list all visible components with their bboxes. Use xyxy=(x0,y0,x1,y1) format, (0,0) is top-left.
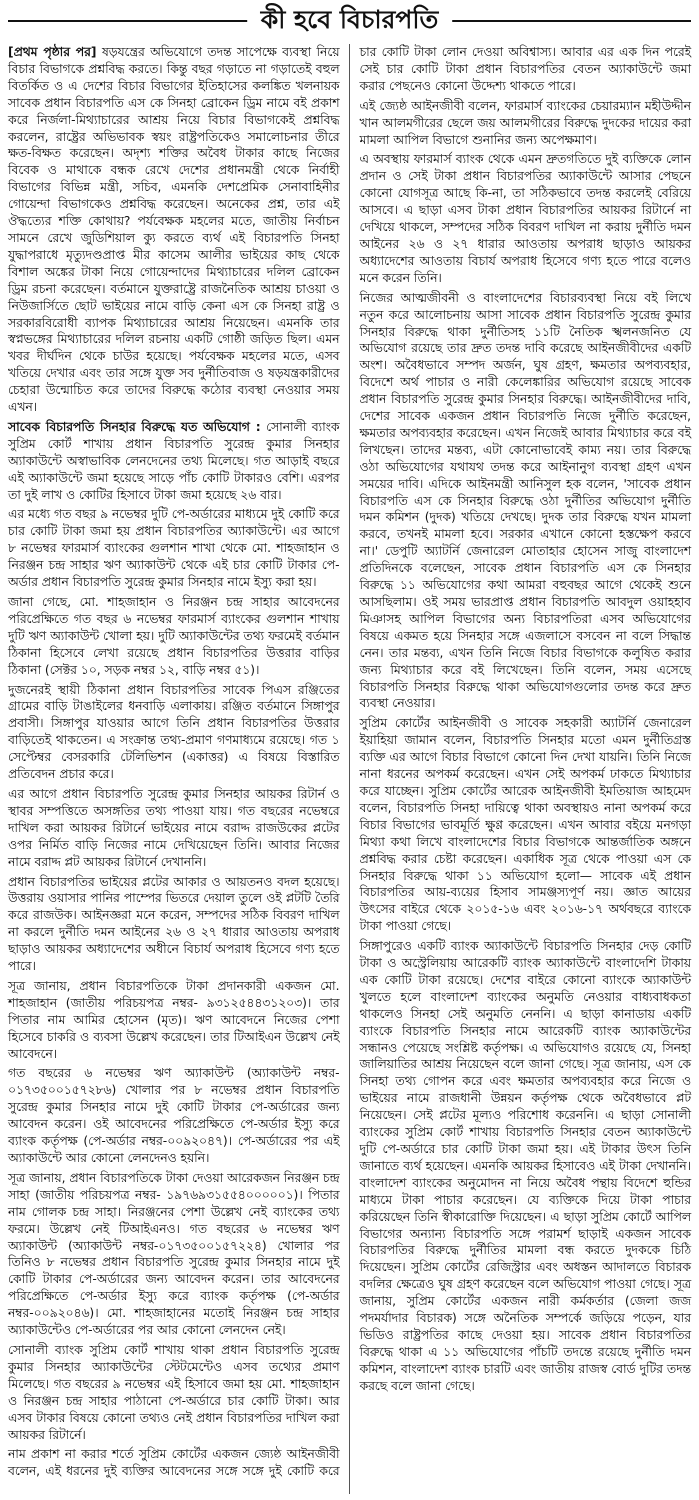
article-paragraph: নাম প্রকাশ না করার শর্তে সুপ্রিম কোর্টের একজন জ্যেষ্ঠ আইনজীবী বলেন, এই ধরনের দুই ব্যক্তির আবেদনের সঙ্গে সঙ্গে দুই কোটি করে চার কোটি টাকা লোন দেওয়া অবিশ্বাস্য। আবার এর এক দিন পরেই সেই চার কোটি টাকা প্রধান বিচারপতির বেতন অ্যাকাউন্টে জমা করার পেছনেও কোনো উদ্দেশ্য থাকতে পারে। xyxy=(8,45,691,1479)
section-subhead: সাবেক বিচারপতি সিনহার বিরুদ্ধে যত অভিযোগ : xyxy=(8,419,261,434)
article-paragraph: জানা গেছে, মো. শাহজাহান ও নিরঞ্জন চন্দ্র সাহার আবেদনের পরিপ্রেক্ষিতে গত বছর ৬ নভেম্বর ফারমার্স ব্যাংকের গুলশান শাখায় দুটি ঋণ অ্যাকাউন্ট খোলা হয়। দুটি অ্যাকাউন্টের তথ্য ফরমেই বর্তমান ঠিকানা হিসেবে লেখা রয়েছে প্রধান বিচারপতির উত্তরার বাড়ির ঠিকানা (সেক্টর ১০, সড়ক নম্বর ১২, বাড়ি নম্বর ৫১)। xyxy=(8,595,340,677)
article-title: কী হবে বিচারপতি xyxy=(247,4,453,36)
article-paragraph: সুপ্রিম কোর্টের আইনজীবী ও সাবেক সহকারী অ্যাটর্নি জেনারেল ইয়াহিয়া জামান বলেন, বিচারপতি সিনহার মতো এমন দুর্নীতিগ্রস্ত ব্যক্তি এর আগে বিচার বিভাগে কোনো দিন দেখা যায়নি। তিনি নিজে নানা ধরনের অপকর্ম করেছেন। এখন সেই অপকর্ম ঢাকতে মিথ্যাচার করে যাচ্ছেন। সুপ্রিম কোর্টের আরেক আইনজীবী ইমতিয়াজ আহমেদ বলেন, বিচারপতি সিনহা দায়িত্বে থাকা অবস্থায়ও নানা অপকর্ম করে বিচার বিভাগের ভাবমূর্তি ক্ষুণ্ণ করেছেন। এখন আবার বইয়ে মনগড়া মিথ্যা কথা লিখে বাংলাদেশের বিচার বিভাগকে আন্তর্জাতিক অঙ্গনে প্রশ্নবিদ্ধ করার চেষ্টা করেছেন। একাধিক সূত্র থেকে পাওয়া এস কে সিনহার বিরুদ্ধে থাকা ১১ অভিযোগ হলো— সাবেক এই প্রধান বিচারপতির আয়-ব্যয়ের হিসাব সামঞ্জস্যপূর্ণ নয়। জ্ঞাত আয়ের উৎসের বাইরে থেকে ২০১৫-১৬ এবং ২০১৬-১৭ অর্থবছরে ব্যাংকে টাকা পাওয়া গেছে। xyxy=(359,716,691,934)
article-paragraph: গত বছরের ৬ নভেম্বর ঋণ অ্যাকাউন্ট (অ্যাকাউন্ট নম্বর- ০১৭৩৫০০১৫৭২৮৬) খোলার পর ৮ নভেম্বর প্রধান বিচারপতি সুরেন্দ্র কুমার সিনহার নামে দুই কোটি টাকার পে-অর্ডারের জন্য আবেদন করেন। ওই আবেদনের পরিপ্রেক্ষিতে পে-অর্ডার ইস্যু করে ব্যাংক কর্তৃপক্ষ (পে-অর্ডার নম্বর-০০৯২০৪৭)। পে-অর্ডারের পর এই অ্যাকাউন্টে আর কোনো লেনদেনও হয়নি। xyxy=(8,1066,340,1165)
article-paragraph: সূত্র জানায়, প্রধান বিচারপতিকে টাকা প্রদানকারী একজন মো. শাহজাহান (জাতীয় পরিচয়পত্র নম্বর- ৯৩১২৫৪৪৩১২০৩)। তার পিতার নাম আমির হোসেন (মৃত)। ঋণ আবেদনে নিজের পেশা হিসেবে চাকরি ও ব্যবসা উল্লেখ করেছেন। তার টিআইএন উল্লেখ নেই আবেদনে। xyxy=(8,978,340,1061)
article-paragraph: সূত্র জানায়, প্রধান বিচারপতিকে টাকা দেওয়া আরেকজন নিরঞ্জন চন্দ্র সাহা (জাতীয় পরিচয়পত্র নম্বর- ১৯৭৬৯৩১৫৫৪০০০০০১)। পিতার নাম গোলক চন্দ্র সাহা। নিরঞ্জনের পেশা উল্লেখ নেই ব্যাংকের তথ্য ফরমে। উল্লেখ নেই টিআইএনও। গত বছরের ৬ নভেম্বর ঋণ অ্যাকাউন্ট (অ্যাকাউন্ট নম্বর-০১৭৩৫০০১৫৭২২৪) খোলার পর তিনিও ৮ নভেম্বর প্রধান বিচারপতি সুরেন্দ্র কুমার সিনহার নামে দুই কোটি টাকার পে-অর্ডারের জন্য আবেদন করেন। তার আবেদনের পরিপ্রেক্ষিতে পে-অর্ডার ইস্যু করে ব্যাংক কর্তৃপক্ষ (পে-অর্ডার নম্বর-০০৯২০৪৬)। মো. শাহজাহানের মতোই নিরঞ্জন চন্দ্র সাহার অ্যাকাউন্টেও পে-অর্ডারের পর আর কোনো লেনদেন নেই। xyxy=(8,1170,340,1338)
article-paragraph: এই জ্যেষ্ঠ আইনজীবী বলেন, ফারমার্স ব্যাংকের চেয়ারম্যান মহীউদ্দীন খান আলমগীরের ছেলে জয় আলমগীরের বিরুদ্ধে দুদকের দায়ের করা মামলা আপিল বিভাগে শুনানির জন্য অপেক্ষমাণ। xyxy=(359,98,691,147)
article-paragraph: দুজনেরই স্থায়ী ঠিকানা প্রধান বিচারপতির সাবেক পিএস রঞ্জিতের গ্রামের বাড়ি টাঙাইলের ধনবাড়ি এলাকায়। রঞ্জিত বর্তমানে সিঙ্গাপুর প্রবাসী। সিঙ্গাপুর যাওয়ার আগে তিনি প্রধান বিচারপতির উত্তরার বাড়িতেই থাকতেন। এ সংক্রান্ত তথ্য-প্রমাণ গণমাধ্যমে রয়েছে। গত ১ সেপ্টেম্বর বেসরকারি টেলিভিশন (একাত্তর) এ বিষয়ে বিস্তারিত প্রতিবেদন প্রচার করে। xyxy=(8,682,340,782)
paragraph-text: ষড়যন্ত্রের অভিযোগে তদন্ত সাপেক্ষে ব্যবস্থা নিয়ে বিচার বিভাগকে প্রশ্নবিদ্ধ করতে। কিন্তু বছর গড়াতে না গড়াতেই বহুল বিতর্কিত ও এ দেশের বিচার বিভাগের ইতিহাসের কলঙ্কিত খলনায়ক সাবেক প্রধান বিচারপতি এস কে সিনহা ব্রোকেন ড্রিম নামে বই প্রকাশ করে নির্জলা-মিথ্যাচারের আশ্রয় নিয়ে বিচার বিভাগকেই প্রশ্নবিদ্ধ করলেন, রাষ্ট্রের অভিভাবক স্বয়ং রাষ্ট্রপতিকেও সমালোচনার তীরে ক্ষত-বিক্ষত করেছেন। অদৃশ্য শক্তির অবৈধ টাকার কাছে নিজের বিবেক ও মাথাকে বন্ধক রেখে দেশের প্রধানমন্ত্রী থেকে নির্বাহী বিভাগের বিভিন্ন মন্ত্রী, সচিব, এমনকি দেশপ্রেমিক সেনাবাহিনীর গোয়েন্দা বিভাগকেও প্রশ্নবিদ্ধ করেছেন। অনেকের প্রশ্ন, তার এই ঔদ্ধত্যের শক্তি কোথায়? পর্যবেক্ষক মহলের মতে, জাতীয় নির্বাচন সামনে রেখে জুডিশিয়াল ক্যু করতে ব্যর্থ এই বিচারপতি সিনহা যুদ্ধাপরাধে মৃত্যুদণ্ডপ্রাপ্ত মীর কাসেম আলীর ভাইয়ের কাছ থেকে বিশাল অঙ্কের টাকা নিয়ে গোয়েন্দাদের মিথ্যাচারের দলিল ব্রোকেন ড্রিম রচনা করেছেন। বর্তমানে যুক্তরাষ্ট্রে রাজনৈতিক আশ্রয় চাওয়া ও নিউজার্সিতে ছোট ভাইয়ের নামে বাড়ি কেনা এস কে সিনহা রাষ্ট্র ও সরকারবিরোধী ব্যাপক মিথ্যাচারের আশ্রয় নিয়েছেন। এমনকি তার স্বপ্নভঙ্গের মিথ্যাচারের দলিল রচনায় একটি গোষ্ঠী জড়িত ছিল। এমন খবর দীর্ঘদিন থেকে চাউর হয়েছে। পর্যবেক্ষক মহলের মতে, এসব খতিয়ে দেখার এবং তার সঙ্গে যুক্ত সব দুর্নীতিবাজ ও ষড়যন্ত্রকারীদের চেহারা উন্মোচিত করে তাদের বিরুদ্ধে কঠোর ব্যবস্থা নেওয়ার সময় এখন। xyxy=(8,45,340,415)
article-paragraph: এ অবস্থায় ফারমার্স ব্যাংক থেকে এমন দ্রুতগতিতে দুই ব্যক্তিকে লোন প্রদান ও সেই টাকা প্রধান বিচারপতির অ্যাকাউন্টে আসার পেছনে কোনো যোগসূত্র আছে কি-না, তা সঠিকভাবে তদন্ত করলেই বেরিয়ে আসবে। এ ছাড়া এসব টাকা প্রধান বিচারপতির আয়কর রিটার্নে না দেখিয়ে থাকলে, সম্পদের সঠিক বিবরণ দাখিল না করায় দুর্নীতি দমন আইনের ২৬ ও ২৭ ধারার আওতায় অপরাধ ছাড়াও আয়কর অধ্যাদেশের আওতায় বিচার্য অপরাধ হিসেবে গণ্য হতে পারে বলেও মনে করেন তিনি। xyxy=(359,152,691,285)
article-paragraph: নিজের আত্মজীবনী ও বাংলাদেশের বিচারব্যবস্থা নিয়ে বই লিখে নতুন করে আলোচনায় আসা সাবেক প্রধান বিচারপতি সুরেন্দ্র কুমার সিনহার বিরুদ্ধে থাকা দুর্নীতিসহ ১১টি নৈতিক স্খলনজনিত যে অভিযোগ রয়েছে তার দ্রুত তদন্ত দাবি করেছে আইনজীবীদের একটি অংশ। অবৈধভাবে সম্পদ অর্জন, ঘুষ গ্রহণ, ক্ষমতার অপব্যবহার, বিদেশে অর্থ পাচার ও নারী কেলেঙ্কারির অভিযোগ রয়েছে সাবেক প্রধান বিচারপতি সুরেন্দ্র কুমার সিনহার বিরুদ্ধে। আইনজীবীদের দাবি, দেশের সাবেক একজন প্রধান বিচারপতি নিজে দুর্নীতি করেছেন, ক্ষমতার অপব্যবহার করেছেন। এখন নিজেই আবার মিথ্যাচার করে বই লিখছেন। তাদের মন্তব্য, এটা কোনোভাবেই কাম্য নয়। তার বিরুদ্ধে ওঠা অভিযোগের যথাযথ তদন্ত করে আইনানুগ ব্যবস্থা গ্রহণ এখন সময়ের দাবি। এদিকে আইনমন্ত্রী আনিসুল হক বলেন, 'সাবেক প্রধান বিচারপতি এস কে সিনহার বিরুদ্ধে ওঠা দুর্নীতির অভিযোগ দুর্নীতি দমন কমিশন (দুদক) খতিয়ে দেখছে। দুদক তার বিরুদ্ধে যখন মামলা করবে, তখনই মামলা হবে। সরকার এখানে কোনো হস্তক্ষেপ করবে না।' ডেপুটি অ্যাটর্নি জেনারেল মোতাহার হোসেন সাজু বাংলাদেশ প্রতিদিনকে বলেছেন, সাবেক প্রধান বিচারপতি এস কে সিনহার বিরুদ্ধে ১১ অভিযোগের কথা আমরা বহুবছর আগে থেকেই শুনে আসছিলাম। ওই সময় ভারপ্রাপ্ত প্রধান বিচারপতি আবদুল ওয়াহহাব মিঞাসহ আপিল বিভাগের অন্য বিচারপতিরা এসব অভিযোগের বিষয়ে একমত হয়ে সিনহার সঙ্গে এজলাসে বসবেন না বলে সিদ্ধান্ত নেন। তার মন্তব্য, এখন তিনি নিজে বিচার বিভাগকে কলুষিত করার জন্য মিথ্যাচার করে বই লিখেছেন। তিনি বলেন, সময় এসেছে বিচারপতি সিনহার বিরুদ্ধে থাকা অভিযোগগুলোর তদন্ত করে দ্রুত ব্যবস্থা নেওয়ার। xyxy=(359,290,691,711)
article-body xyxy=(8,44,691,1494)
article-paragraph: সিঙ্গাপুরেও একটি ব্যাংক অ্যাকাউন্টে বিচারপতি সিনহার দেড় কোটি টাকা ও অস্ট্রেলিয়ায় আরেকটি ব্যাংক অ্যাকাউন্টে বাংলাদেশি টাকায় এক কোটি টাকা রয়েছে। দেশের বাইরে কোনো ব্যাংকে অ্যাকাউন্ট খুলতে হলে বাংলাদেশ ব্যাংকের অনুমতি নেওয়ার বাধ্যবাধকতা থাকলেও সিনহা সেই অনুমতি নেননি। এ ছাড়া কানাডায় একটি ব্যাংকে বিচারপতি সিনহার নামে আরেকটি ব্যাংক অ্যাকাউন্টের সন্ধানও পেয়েছে সংশ্লিষ্ট কর্তৃপক্ষ। এ অভিযোগও রয়েছে যে, সিনহা জালিয়াতির আশ্রয় নিয়েছেন বলে জানা গেছে। সূত্র জানায়, এস কে সিনহা তথ্য গোপন করে এবং ক্ষমতার অপব্যবহার করে নিজে ও ভাইয়ের নামে রাজধানী উন্নয়ন কর্তৃপক্ষ থেকে অবৈধভাবে প্লট নিয়েছেন। সেই প্লটের মূল্যও পরিশোধ করেননি। এ ছাড়া সোনালী ব্যাংকের সুপ্রিম কোর্ট শাখায় বিচারপতি সিনহার বেতন অ্যাকাউন্টে দুটি পে-অর্ডারে চার কোটি টাকা জমা হয়। এই টাকার উৎস তিনি জানাতে ব্যর্থ হয়েছেন। এমনকি আয়কর হিসাবেও এই টাকা দেখাননি। বাংলাদেশ ব্যাংকের অনুমোদন না নিয়ে অবৈধ পন্থায় বিদেশে হুন্ডির মাধ্যমে টাকা পাচার করেছেন। যে ব্যক্তিকে দিয়ে টাকা পাচার করিয়েছেন তিনি স্বীকারোক্তি দিয়েছেন। এ ছাড়া সুপ্রিম কোর্টে আপিল বিভাগের অন্যান্য বিচারপতি সঙ্গে পরামর্শ ছাড়াই একজন সাবেক বিচারপতির বিরুদ্ধে দুর্নীতির মামলা বন্ধ করতে দুদককে চিঠি দিয়েছেন। সুপ্রিম কোর্টের রেজিস্ট্রার এবং অধস্তন আদালতে বিচারক বদলির ক্ষেত্রেও ঘুষ গ্রহণ করেছেন বলে অভিযোগ পাওয়া গেছে। সূত্র জানায়, সুপ্রিম কোর্টের একজন নারী কর্মকর্তার (জেলা জজ পদমর্যাদার বিচারক) সঙ্গে অনৈতিক সম্পর্কে জড়িয়ে পড়েন, যার ভিডিও রাষ্ট্রপতির কাছে দেওয়া হয়। সাবেক প্রধান বিচারপতির বিরুদ্ধে থাকা এ ১১ অভিযোগের পাঁচটি তদন্তে রয়েছে দুর্নীতি দমন কমিশন, বাংলাদেশ ব্যাংক চারটি এবং জাতীয় রাজস্ব বোর্ড দুটির তদন্ত করছে বলে জানা গেছে। xyxy=(359,939,691,1393)
article-paragraph: এর আগে প্রধান বিচারপতি সুরেন্দ্র কুমার সিনহার আয়কর রিটার্ন ও স্থাবর সম্পত্তিতে অসঙ্গতির তথ্য পাওয়া যায়। গত বছরের নভেম্বরে দাখিল করা আয়কর রিটার্নে ভাইয়ের নামে বরাদ্দ রাজউকের প্লটের ওপর নির্মিত বাড়ি নিজের নামে দেখিয়েছেন তিনি। আবার নিজের নামে বরাদ্দ প্লট আয়কর রিটার্নে দেখাননি। xyxy=(8,786,340,869)
article-paragraph xyxy=(8,419,340,504)
paragraph-text: সোনালী ব্যাংক সুপ্রিম কোর্ট শাখায় প্রধান বিচারপতি সুরেন্দ্র কুমার সিনহার অ্যাকাউন্টে অস্বাভাবিক লেনদেনের তথ্য মিলেছে। গত আড়াই বছরে এই অ্যাকাউন্টে জমা হয়েছে সাড়ে পাঁচ কোটি টাকারও বেশি। এরপর তা দুই লাখ ও কোটির হিসাবে টাকা জমা হয়েছে ২৬ বার। xyxy=(8,419,340,502)
article-paragraph: প্রধান বিচারপতির ভাইয়ের প্লটের আকার ও আয়তনও বদল হয়েছে। উত্তরায় ওয়াসার পানির পাম্পের ভিতরে দেয়াল তুলে ওই প্লটটি তৈরি করে রাজউক। আইনজ্ঞরা মনে করেন, সম্পদের সঠিক বিবরণ দাখিল না করলে দুর্নীতি দমন আইনের ২৬ ও ২৭ ধারার আওতায় অপরাধ ছাড়াও আয়কর অধ্যাদেশের অধীনে বিচার্য অপরাধ হিসেবে গণ্য হতে পারে। xyxy=(8,874,340,974)
continued-label: [ প্রথম পৃষ্ঠার পর ] xyxy=(8,45,96,59)
article-paragraph xyxy=(8,44,340,416)
article-paragraph: সোনালী ব্যাংক সুপ্রিম কোর্ট শাখায় থাকা প্রধান বিচারপতি সুরেন্দ্র কুমার সিনহার অ্যাকাউন্টের স্টেটমেন্টেও এসব তথ্যের প্রমাণ মিলেছে। গত বছরের ৯ নভেম্বর এই হিসাবে জমা হয় মো. শাহজাহান ও নিরঞ্জন চন্দ্র সাহার পাঠানো পে-অর্ডারে চার কোটি টাকা। আর এসব টাকার বিষয়ে কোনো তথ্যও নেই প্রধান বিচারপতির দাখিল করা আয়কর রিটার্নে। xyxy=(8,1342,340,1442)
article-header xyxy=(0,0,699,40)
article-paragraph: এর মধ্যে গত বছর ৯ নভেম্বর দুটি পে-অর্ডারের মাধ্যমে দুই কোটি করে চার কোটি টাকা জমা হয় প্রধান বিচারপতির অ্যাকাউন্টে। এর আগে ৮ নভেম্বর ফারমার্স ব্যাংকের গুলশান শাখা থেকে মো. শাহজাহান ও নিরঞ্জন চন্দ্র সাহার ঋণ অ্যাকাউন্ট থেকে এই চার কোটি টাকার পে-অর্ডার প্রধান বিচারপতি সুরেন্দ্র কুমার সিনহার নামে ইস্যু করা হয়। xyxy=(8,507,340,590)
